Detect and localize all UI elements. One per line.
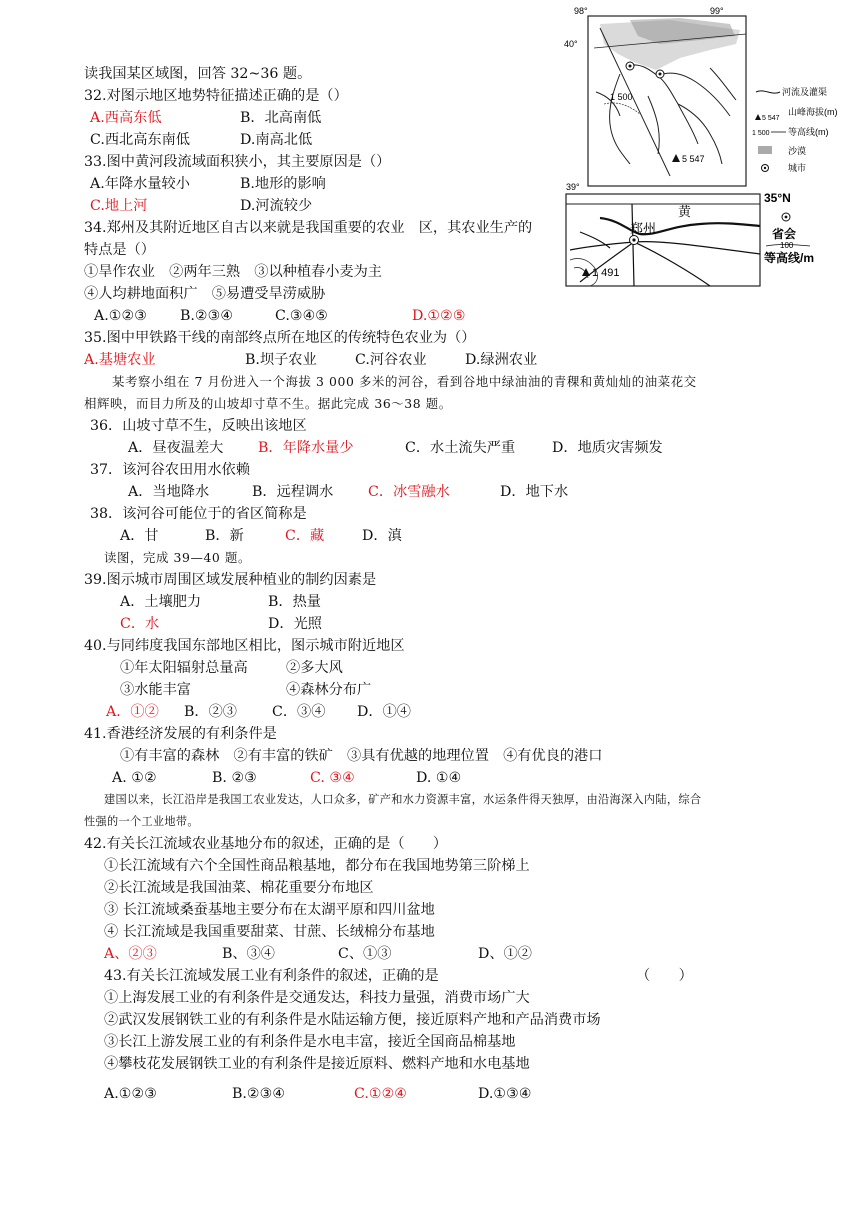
answer-option-marked: C．冰雪融水 [368, 484, 450, 500]
text-segment: B、③④ [222, 946, 275, 962]
text-segment: B．北高南低 [240, 110, 322, 126]
text-line-q33o2 [90, 197, 313, 215]
yellow-river [600, 218, 760, 234]
text-segment: 33.图中黄河段流域面积狭小，其主要原因是（） [84, 154, 391, 170]
text-segment: C.西北高东南低 [90, 132, 190, 148]
text-line-q38 [90, 505, 307, 523]
text-line-q36 [90, 417, 307, 435]
legend-river-label: 河流及灌渠 [782, 87, 828, 97]
legend-desert-label: 沙漠 [788, 146, 807, 156]
text-segment: B.②③④ [232, 1086, 286, 1102]
text-segment: 建国以来，长江沿岸是我国工农业发达，人口众多，矿产和水力资源丰富，水运条件得天独厚，由沿海深入内陆，综合 [104, 793, 702, 806]
text-line-q42s1 [104, 857, 530, 875]
text-segment: 32.对图示地区地势特征描述正确的是（） [84, 88, 348, 104]
answer-option-marked: A．①② [106, 704, 159, 720]
rivers [596, 65, 736, 164]
text-line-q34 [84, 219, 532, 237]
text-segment: A．土壤肥力 [120, 594, 202, 610]
desert-area [600, 18, 740, 70]
text-segment: 43.有关长江流域发展工业有利条件的叙述，正确的是 [104, 968, 439, 984]
text-line-q43s1 [104, 989, 530, 1007]
zhengzhou-map [560, 190, 840, 290]
text-line-q35o [84, 351, 538, 369]
text-segment: ①长江流域有六个全国性商品粮基地，都分布在我国地势第三阶梯上 [104, 858, 530, 874]
text-segment: ②武汉发展钢铁工业的有利条件是水陆运输方便，接近原料产地和产品消费市场 [104, 1012, 601, 1028]
text-segment: B.坝子农业 [245, 352, 317, 368]
text-line-q42o [104, 945, 532, 963]
text-line-q33 [84, 153, 390, 171]
text-line-q40o3 [106, 703, 411, 721]
answer-option-marked: C.地上河 [90, 198, 148, 214]
text-segment: 35.图中甲铁路干线的南部终点所在地区的传统特色农业为（） [84, 330, 476, 346]
text-line-q32o1 [90, 109, 322, 127]
text-line-q34o2 [84, 285, 325, 303]
text-segment: 41.香港经济发展的有利条件是 [84, 726, 277, 742]
text-line-q38o [120, 527, 402, 545]
text-line-q39 [84, 571, 376, 589]
map1-contour-label: 1 500 [610, 92, 633, 102]
text-line-q33o1 [90, 175, 326, 193]
text-segment: D.①③④ [478, 1086, 532, 1102]
peak-icon [672, 154, 680, 162]
text-segment: D.河流较少 [240, 198, 313, 214]
legend-city-label: 城市 [788, 163, 807, 173]
text-segment: 36．山坡寸草不生，反映出该地区 [90, 418, 307, 434]
legend-peak-label: 山峰海拔(m) [788, 107, 838, 117]
answer-option-marked: A、②③ [104, 946, 157, 962]
text-segment: D．①④ [357, 704, 411, 720]
text-line-q34o1 [84, 263, 382, 281]
text-line-q41 [84, 725, 277, 743]
text-segment: C、①③ [338, 946, 392, 962]
text-segment: ①有丰富的森林 ②有丰富的铁矿 ③具有优越的地理位置 ④有优良的港口 [120, 748, 603, 764]
text-line-q42 [84, 835, 447, 853]
text-segment: ③长江上游发展工业的有利条件是水电丰富，接近全国商品棉基地 [104, 1034, 516, 1050]
text-segment: ③ 长江流域桑蚕基地主要分布在太湖平原和四川盆地 [104, 902, 435, 918]
text-segment: B. ②③ [212, 770, 257, 786]
text-segment: A.年降水量较小 [90, 176, 190, 192]
answer-option-marked: A.西高东低 [90, 110, 162, 126]
text-line-q41o1 [120, 747, 602, 765]
map2-legend-capital: 省会 [772, 227, 797, 241]
text-line-q43o [104, 1085, 532, 1103]
text-segment: D. ①④ [416, 770, 462, 786]
text-line-q35 [84, 329, 475, 347]
text-segment: C．③④ [272, 704, 326, 720]
text-segment: 性强的一个工业地带。 [84, 815, 199, 828]
text-line-intro1 [84, 65, 311, 83]
text-line-intro3 [104, 549, 251, 567]
text-line-q39o1 [120, 593, 321, 611]
text-segment: 34.郑州及其附近地区自古以来就是我国重要的农业 区，其农业生产的 [84, 220, 533, 236]
text-segment: B．新 [205, 528, 244, 544]
text-segment: D．光照 [268, 616, 322, 632]
text-segment: D、①② [478, 946, 532, 962]
answer-option-marked: C．水 [120, 616, 160, 632]
text-segment: A.①②③ [94, 308, 147, 324]
text-line-q36o [128, 439, 663, 457]
text-line-q43s3 [104, 1033, 515, 1051]
text-segment: C.河谷农业 [355, 352, 427, 368]
text-line-q43s2 [104, 1011, 601, 1029]
answer-option-marked: C．藏 [285, 528, 325, 544]
map1-peak-label: 5 547 [682, 154, 705, 164]
map2-legend-contour: 等高线/m [764, 251, 815, 265]
text-segment: ②多大风 [286, 660, 343, 676]
map1-lon-right: 99° [710, 6, 724, 16]
answer-option-marked: B．年降水量少 [258, 440, 354, 456]
text-line-q42s3 [104, 901, 435, 919]
text-segment: ①旱作农业 ②两年三熟 ③以种植春小麦为主 [84, 264, 382, 280]
map2-city: 郑州 [630, 221, 657, 236]
text-segment: 38．该河谷可能位于的省区简称是 [90, 506, 307, 522]
text-segment: A．当地降水 [128, 484, 210, 500]
text-segment: 37．该河谷农田用水依赖 [90, 462, 250, 478]
map2-legend-contour-value: 100 [780, 241, 794, 250]
map2-peak-icon [582, 268, 590, 276]
text-segment: ①上海发展工业的有利条件是交通发达，科技力量强，消费市场广大 [104, 990, 530, 1006]
text-segment: D．地下水 [500, 484, 569, 500]
text-segment: 读我国某区域图，回答 32~36 题。 [84, 66, 312, 82]
map1-legend [752, 86, 838, 173]
map2-peak: 1 491 [592, 267, 620, 279]
text-segment: 特点是（） [84, 242, 155, 258]
text-line-q34b [84, 241, 155, 259]
text-segment: D．地质灾害频发 [552, 440, 663, 456]
answer-option-marked: C. ③④ [310, 770, 355, 786]
text-line-q32o2 [90, 131, 313, 149]
text-line-q40o1 [120, 659, 343, 677]
text-segment: ④ 长江流域是我国重要甜菜、甘蔗、长绒棉分布基地 [104, 924, 435, 940]
answer-option-marked: C.①②④ [354, 1086, 408, 1102]
capital-icon [630, 236, 639, 245]
map2-lat-label: 35°N [764, 191, 791, 205]
text-segment: A．甘 [120, 528, 159, 544]
text-segment: B．远程调水 [252, 484, 334, 500]
text-segment: D．滇 [362, 528, 402, 544]
text-line-q41o2 [112, 769, 462, 787]
text-line-intro4 [104, 791, 701, 809]
text-line-q39o2 [120, 615, 322, 633]
text-line-q37 [90, 461, 250, 479]
text-segment: C.③④⑤ [275, 308, 329, 324]
text-line-q42s4 [104, 923, 435, 941]
map1-lon-left: 98° [574, 6, 588, 16]
text-segment: 读图，完成 39—40 题。 [104, 550, 251, 565]
text-segment: ④攀枝花发展钢铁工业的有利条件是接近原料、燃料产地和水电基地 [104, 1056, 530, 1072]
text-segment: D.南高北低 [240, 132, 313, 148]
text-line-q32 [84, 87, 348, 105]
text-segment: 某考察小组在 7 月份进入一个海拔 3 000 多米的河谷，看到谷地中绿油油的青稞和黄灿灿的油菜花交 [112, 374, 697, 389]
text-segment: B．②③ [184, 704, 237, 720]
text-segment: 40.与同纬度我国东部地区相比，图示城市附近地区 [84, 638, 405, 654]
legend-contour-label: 等高线(m) [788, 127, 829, 137]
text-segment: ④森林分布广 [286, 682, 372, 698]
text-segment: ④人均耕地面积广 ⑤易遭受旱涝威胁 [84, 286, 326, 302]
text-segment: ③水能丰富 [120, 682, 191, 698]
map1-lat-top: 40° [564, 39, 578, 49]
text-line-q43 [104, 967, 693, 985]
text-segment: B.地形的影响 [240, 176, 326, 192]
text-line-q42s2 [104, 879, 374, 897]
text-line-q37o [128, 483, 569, 501]
legend-peak-prefix: 5 547 [762, 115, 780, 122]
map2-legend [764, 213, 814, 265]
text-segment: B．热量 [268, 594, 321, 610]
text-segment: ②长江流域是我国油菜、棉花重要分布地区 [104, 880, 374, 896]
text-line-q40o2 [120, 681, 372, 699]
text-line-q34o3 [94, 307, 466, 325]
text-segment: 相辉映，而目力所及的山坡却寸草不生。据此完成 36～38 题。 [84, 396, 452, 411]
text-segment: D.绿洲农业 [465, 352, 538, 368]
text-line-q40 [84, 637, 405, 655]
answer-option-marked: A.基塘农业 [84, 352, 156, 368]
text-segment: 39.图示城市周围区域发展种植业的制约因素是 [84, 572, 377, 588]
legend-contour-prefix: 1 500 [752, 130, 770, 137]
text-line-intro2b [84, 395, 452, 413]
text-segment: ①年太阳辐射总量高 [120, 660, 248, 676]
text-segment: 42.有关长江流域农业基地分布的叙述，正确的是（ ） [84, 836, 448, 852]
answer-option-marked: D.①②⑤ [412, 308, 466, 324]
map1-lat-bottom: 39° [566, 182, 580, 192]
text-segment: B.②③④ [180, 308, 234, 324]
text-line-intro2 [112, 373, 697, 391]
text-line-q43s4 [104, 1055, 530, 1073]
text-segment: C．水土流失严重 [405, 440, 516, 456]
regional-map [560, 4, 840, 200]
map2-river-char: 黄 [678, 204, 692, 219]
text-segment: A.①②③ [104, 1086, 157, 1102]
text-segment: A. ①② [112, 770, 157, 786]
text-segment: （ ） [636, 968, 693, 984]
text-line-intro4b [84, 813, 199, 831]
text-segment: A．昼夜温差大 [128, 440, 224, 456]
